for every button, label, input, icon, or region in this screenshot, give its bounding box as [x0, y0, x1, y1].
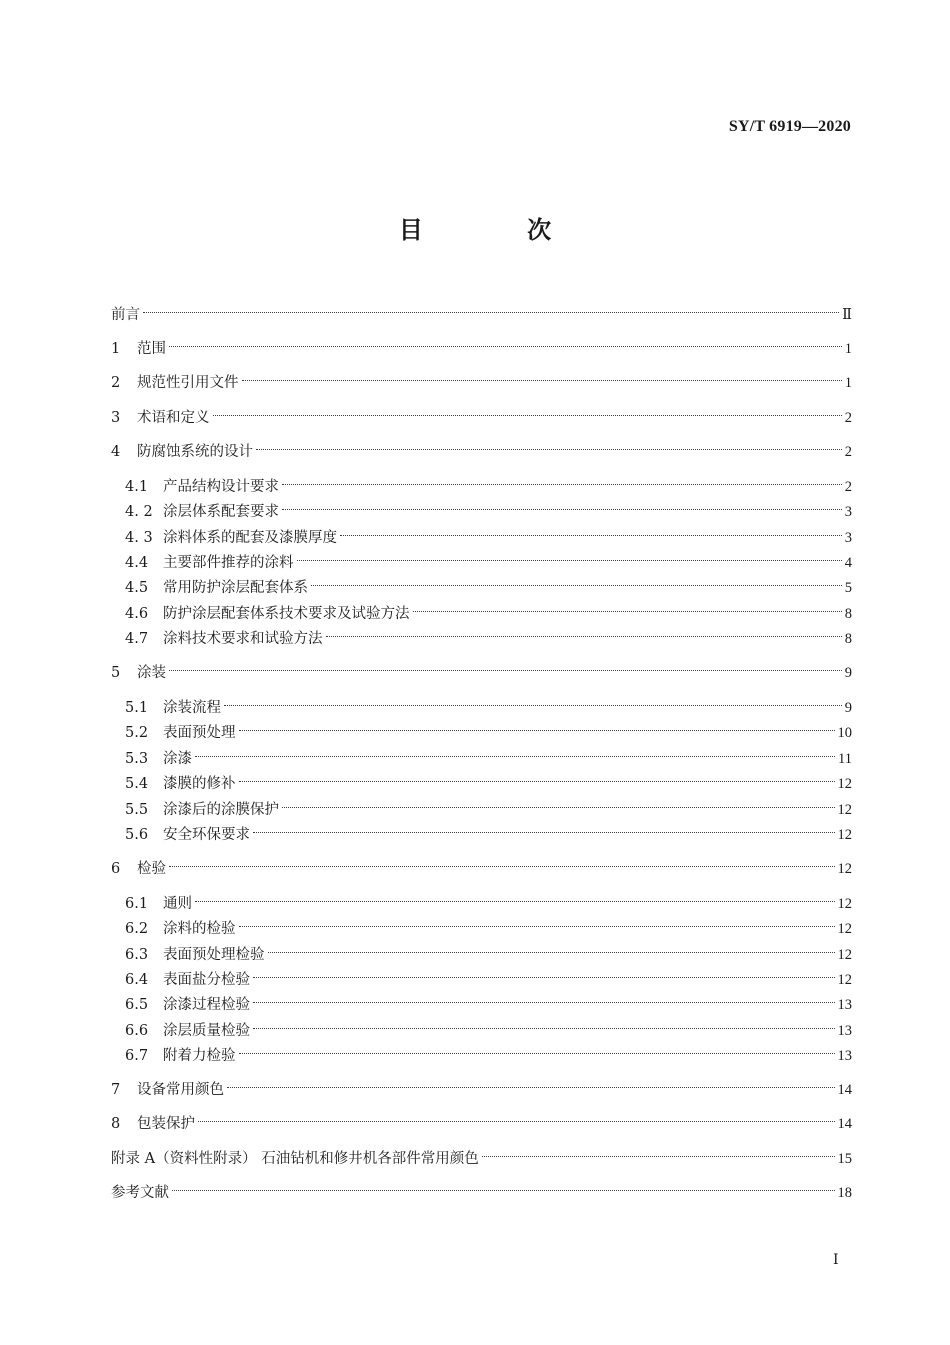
toc-entry[interactable]	[111, 857, 852, 881]
toc-entry-number: 6.7	[125, 1048, 149, 1064]
toc-leader-dots	[282, 509, 842, 510]
toc-entry-number: 6.5	[125, 997, 149, 1013]
toc-entry[interactable]	[111, 371, 852, 395]
toc-leader-dots	[253, 1002, 835, 1003]
toc-entry[interactable]	[125, 500, 852, 524]
toc-entry-number: 4.1	[125, 479, 149, 495]
toc-entry[interactable]	[111, 440, 852, 464]
toc-entry-number: 5.6	[125, 827, 149, 843]
toc-entry-page: 8	[844, 606, 852, 622]
toc-entry-number: 5.2	[125, 725, 149, 741]
toc-entry-page: 13	[837, 997, 852, 1013]
toc-entry-page: 12	[837, 861, 852, 877]
toc-leader-dots	[253, 977, 835, 978]
toc-leader-dots	[213, 415, 842, 416]
toc-entry-page: 3	[844, 504, 852, 520]
toc-entry-label: 表面预处理	[163, 725, 236, 741]
toc-leader-dots	[239, 730, 835, 731]
toc-leader-dots	[482, 1156, 835, 1157]
toc-leader-dots	[253, 1028, 835, 1029]
toc-entry-label: 产品结构设计要求	[163, 479, 279, 495]
toc-entry[interactable]	[111, 1181, 852, 1205]
toc-entry-page: 4	[844, 555, 852, 571]
toc-entry-page: 12	[837, 896, 852, 912]
toc-entry-label: 涂装	[137, 665, 166, 681]
toc-entry-label: 涂料技术要求和试验方法	[163, 631, 323, 647]
toc-entry-label: 主要部件推荐的涂料	[163, 555, 294, 571]
toc-leader-dots	[195, 756, 835, 757]
toc-entry-number: 4.6	[125, 606, 149, 622]
toc-leader-dots	[326, 636, 842, 637]
toc-entry-label: 前言	[111, 307, 140, 323]
toc-entry-label: 防腐蚀系统的设计	[137, 444, 253, 460]
toc-entry[interactable]	[125, 772, 852, 796]
toc-entry-label: 涂漆后的涂膜保护	[163, 802, 279, 818]
toc-entry-number: 5.1	[125, 700, 149, 716]
toc-entry-label: 术语和定义	[137, 410, 210, 426]
toc-entry-label: 附录 A（资料性附录） 石油钻机和修井机各部件常用颜色	[111, 1151, 479, 1167]
toc-entry-page: 11	[838, 751, 852, 767]
toc-entry[interactable]	[125, 917, 852, 941]
toc-leader-dots	[239, 1053, 835, 1054]
toc-entry-label: 检验	[137, 861, 166, 877]
toc-leader-dots	[282, 807, 835, 808]
toc-entry-label: 通则	[163, 896, 192, 912]
toc-entry-number: 5.5	[125, 802, 149, 818]
toc-leader-dots	[169, 346, 842, 347]
page-folio: Ⅰ	[833, 1253, 839, 1268]
toc-entry[interactable]	[125, 576, 852, 600]
standard-code: SY/T 6919—2020	[728, 118, 851, 135]
toc-entry[interactable]	[111, 303, 852, 327]
toc-entry[interactable]	[125, 1019, 852, 1043]
toc-entry-label: 安全环保要求	[163, 827, 250, 843]
toc-leader-dots	[143, 312, 839, 313]
toc-leader-dots	[198, 1121, 835, 1122]
toc-entry[interactable]	[111, 406, 852, 430]
toc-entry-page: 13	[837, 1048, 852, 1064]
toc-entry-label: 参考文献	[111, 1185, 169, 1201]
toc-entry-label: 漆膜的修补	[163, 776, 236, 792]
toc-leader-dots	[253, 832, 835, 833]
toc-leader-dots	[227, 1087, 835, 1088]
toc-entry-label: 表面预处理检验	[163, 947, 265, 963]
toc-entry-page: 13	[837, 1023, 852, 1039]
toc-entry[interactable]	[111, 1112, 852, 1136]
toc-entry-number: 6.4	[125, 972, 149, 988]
toc-entry-label: 规范性引用文件	[137, 375, 239, 391]
toc-entry-label: 防护涂层配套体系技术要求及试验方法	[163, 606, 410, 622]
toc-entry[interactable]	[125, 526, 852, 550]
toc-entry-page: 12	[837, 972, 852, 988]
toc-entry-page: 14	[837, 1082, 852, 1098]
toc-entry-page: 8	[844, 631, 852, 647]
toc-entry-label: 设备常用颜色	[137, 1082, 224, 1098]
toc-entry[interactable]	[111, 1078, 852, 1102]
toc-entry-number: 5	[111, 665, 121, 681]
toc-entry-label: 包装保护	[137, 1116, 195, 1132]
toc-entry-page: 15	[837, 1151, 852, 1167]
toc-leader-dots	[239, 926, 835, 927]
toc-entry[interactable]	[125, 696, 852, 720]
toc-entry-number: 8	[111, 1116, 121, 1132]
toc-entry-number: 4.7	[125, 631, 149, 647]
toc-entry[interactable]	[125, 1044, 852, 1068]
toc-leader-dots	[256, 449, 842, 450]
toc-entry-number: 7	[111, 1082, 121, 1098]
toc-entry-page: 12	[837, 947, 852, 963]
toc-entry-page: 10	[837, 725, 852, 741]
toc-entry-page: 2	[844, 410, 852, 426]
toc-entry-label: 涂装流程	[163, 700, 221, 716]
toc-leader-dots	[169, 866, 835, 867]
toc-leader-dots	[169, 670, 842, 671]
toc-entry[interactable]	[125, 943, 852, 967]
toc-entry[interactable]	[125, 747, 852, 771]
toc-entry-label: 范围	[137, 341, 166, 357]
toc-entry-page: Ⅱ	[842, 307, 852, 323]
toc-entry-page: 12	[837, 921, 852, 937]
toc-entry-page: 12	[837, 827, 852, 843]
toc-entry-page: 9	[844, 700, 852, 716]
toc-leader-dots	[268, 952, 835, 953]
toc-entry-number: 4.4	[125, 555, 149, 571]
toc-entry-number: 6.2	[125, 921, 149, 937]
toc-entry-label: 常用防护涂层配套体系	[163, 580, 308, 596]
toc-entry-label: 涂层体系配套要求	[163, 504, 279, 520]
toc-entry[interactable]	[125, 798, 852, 822]
toc-leader-dots	[172, 1190, 835, 1191]
toc-leader-dots	[297, 560, 842, 561]
toc-entry[interactable]	[125, 993, 852, 1017]
toc-entry-label: 表面盐分检验	[163, 972, 250, 988]
toc-entry-page: 3	[844, 530, 852, 546]
toc-entry-number: 4. 2	[125, 504, 153, 520]
toc-entry-number: 6.3	[125, 947, 149, 963]
toc-leader-dots	[242, 380, 842, 381]
toc-title: 目 次	[398, 216, 600, 244]
toc-entry-number: 5.3	[125, 751, 149, 767]
toc-entry[interactable]	[111, 1147, 852, 1171]
toc-entry[interactable]	[125, 892, 852, 916]
toc-entry-page: 2	[844, 444, 852, 460]
toc-entry-number: 5.4	[125, 776, 149, 792]
toc-leader-dots	[195, 901, 835, 902]
toc-entry-page: 14	[837, 1116, 852, 1132]
toc-entry[interactable]	[125, 627, 852, 651]
toc-entry[interactable]	[125, 721, 852, 745]
toc-entry[interactable]	[111, 661, 852, 685]
toc-entry-label: 涂漆	[163, 751, 192, 767]
toc-leader-dots	[413, 611, 842, 612]
toc-entry-number: 6	[111, 861, 121, 877]
toc-leader-dots	[340, 535, 842, 536]
toc-entry-number: 6.1	[125, 896, 149, 912]
toc-entry[interactable]	[125, 475, 852, 499]
toc-entry-label: 涂料体系的配套及漆膜厚度	[163, 530, 337, 546]
toc-entry-number: 6.6	[125, 1023, 149, 1039]
toc-entry-number: 4	[111, 444, 121, 460]
toc-entry[interactable]	[111, 337, 852, 361]
toc-entry-number: 2	[111, 375, 121, 391]
toc-entry-number: 4. 3	[125, 530, 153, 546]
toc-entry-number: 3	[111, 410, 121, 426]
toc-entry-number: 4.5	[125, 580, 149, 596]
toc-entry-number: 1	[111, 341, 121, 357]
toc-leader-dots	[282, 484, 842, 485]
toc-leader-dots	[224, 705, 842, 706]
toc-entry[interactable]	[125, 602, 852, 626]
toc-entry-page: 18	[837, 1185, 852, 1201]
toc-entry-page: 5	[844, 580, 852, 596]
toc-entry-label: 涂料的检验	[163, 921, 236, 937]
toc-entry-page: 12	[837, 802, 852, 818]
toc-entry-page: 1	[844, 375, 852, 391]
toc-leader-dots	[311, 585, 842, 586]
toc-leader-dots	[239, 781, 835, 782]
toc-entry[interactable]	[125, 968, 852, 992]
toc-entry[interactable]	[125, 551, 852, 575]
toc-entry-label: 涂漆过程检验	[163, 997, 250, 1013]
toc-entry-page: 2	[844, 479, 852, 495]
toc-entry-label: 涂层质量检验	[163, 1023, 250, 1039]
toc-entry[interactable]	[125, 823, 852, 847]
toc-entry-page: 1	[844, 341, 852, 357]
toc-entry-label: 附着力检验	[163, 1048, 236, 1064]
toc-entry-page: 12	[837, 776, 852, 792]
toc-entry-page: 9	[844, 665, 852, 681]
